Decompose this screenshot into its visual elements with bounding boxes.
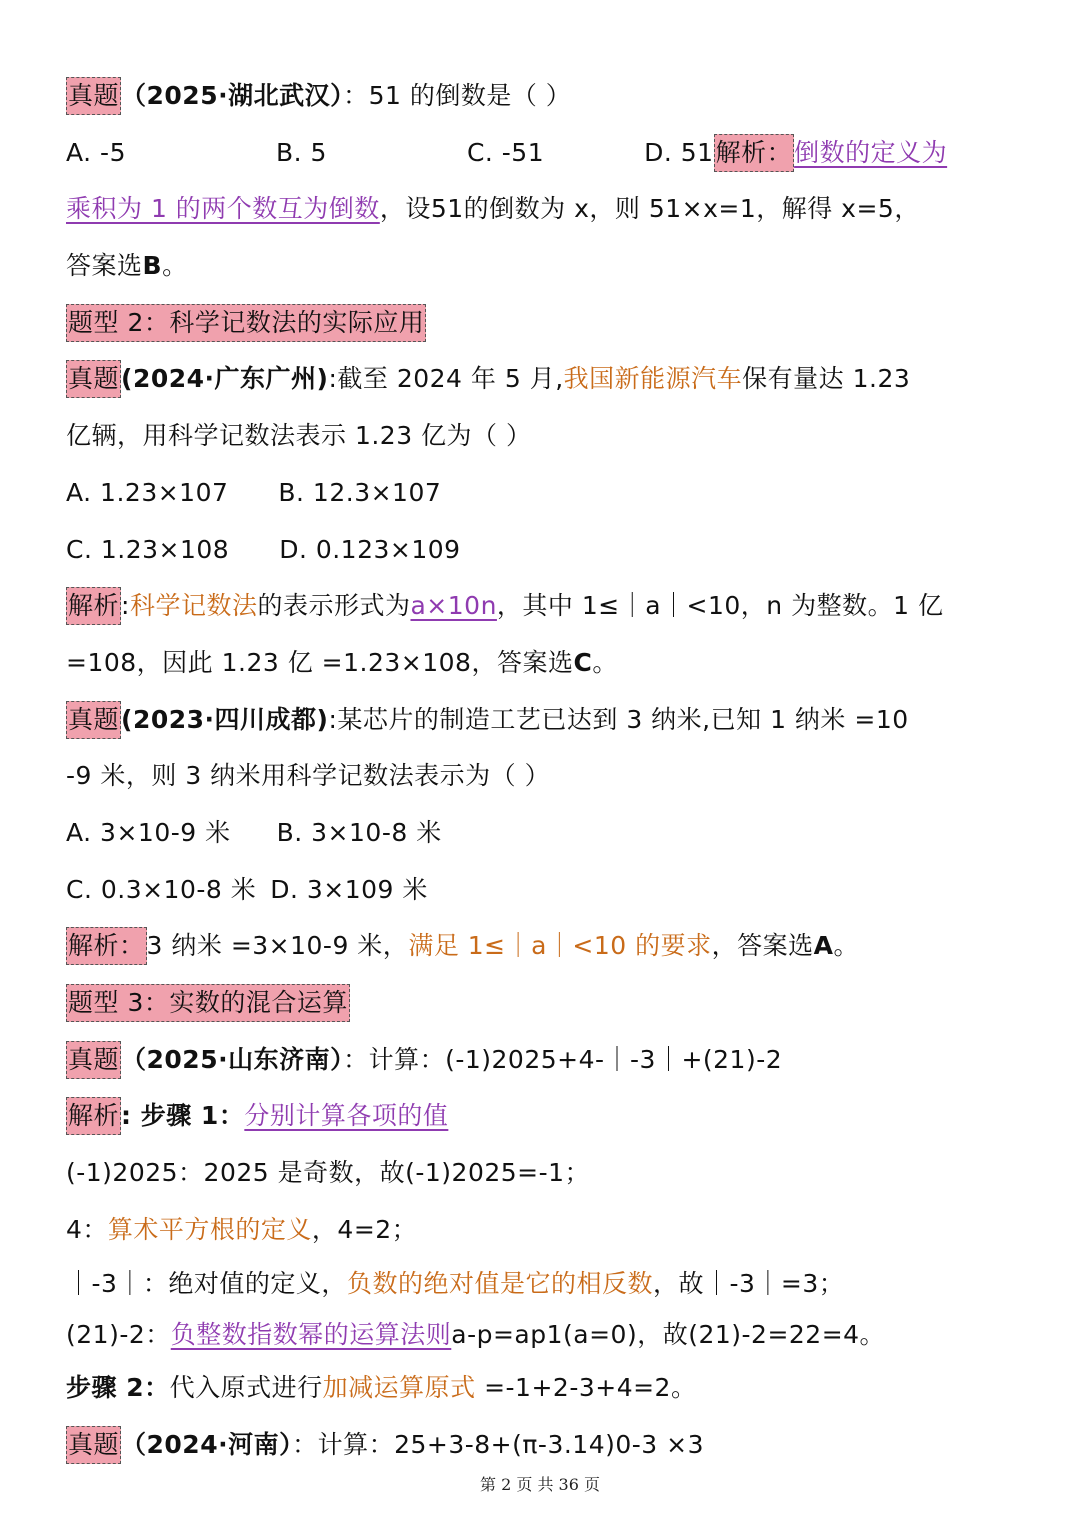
real-question-tag: 真题	[66, 360, 121, 398]
question-stem: :某芯片的制造工艺已达到 3 纳米,已知 1 纳米 =10	[328, 704, 909, 734]
option-d: D. 0.123×109	[279, 534, 461, 564]
analysis-line	[66, 1309, 1018, 1360]
analysis-text: a-p=ap1(a=0)，故(21)-2=22=4。	[451, 1320, 886, 1350]
keyword-highlight: 算术平方根的定义	[107, 1214, 312, 1244]
option-c: C. 1.23×108	[66, 534, 230, 564]
colon: :	[121, 591, 130, 621]
question-2024-henan	[66, 1417, 1018, 1474]
step-highlight: 分别计算各项的值	[244, 1101, 449, 1131]
option-a: A. 3×10-9 米	[66, 817, 231, 847]
keyword-highlight: 满足 1≤｜a｜<10 的要求	[408, 931, 712, 961]
real-question-tag: 真题	[66, 1426, 121, 1464]
analysis-text: ，答案选	[711, 931, 814, 961]
answer-end: 。	[592, 647, 618, 677]
keyword-highlight: 我国新能源汽车	[563, 364, 743, 394]
analysis-line	[66, 181, 1018, 238]
analysis-tag: 解析	[66, 587, 121, 625]
option-b: B. 5	[275, 137, 327, 167]
question-stem: ：计算：(-1)2025+4-｜-3｜+(21)-2	[343, 1044, 783, 1074]
analysis-text: ，4=2；	[311, 1214, 418, 1244]
option-a: A. -5	[66, 137, 126, 167]
section-heading	[66, 295, 1018, 352]
rule-highlight: 负整数指数幂的运算法则	[170, 1320, 452, 1350]
page-number-footer: 第 2 页 共 36 页	[480, 1475, 600, 1494]
answer-end: 。	[162, 251, 188, 281]
analysis-text: =-1+2-3+4=2。	[475, 1373, 697, 1403]
analysis-text: =108，因此 1.23 亿 =1.23×108，答案选	[66, 647, 574, 677]
option-d: D. 51	[644, 137, 714, 167]
keyword-highlight: 科学记数法	[129, 591, 258, 621]
analysis-text: 3 纳米 =3×10-9 米，	[146, 931, 409, 961]
analysis-text: (21)-2：	[66, 1320, 171, 1350]
analysis-tag: 解析	[66, 1097, 121, 1135]
analysis-line	[66, 1360, 1018, 1417]
answer-letter: C	[573, 647, 593, 677]
document-body	[66, 68, 1018, 1474]
definition-highlight: 乘积为 1 的两个数互为倒数	[66, 194, 380, 224]
question-stem-line	[66, 408, 1018, 465]
answer-end: 。	[833, 931, 860, 961]
analysis-text: (-1)2025：2025 是奇数，故(-1)2025=-1；	[66, 1158, 591, 1188]
question-source: (2024·广东广州)	[121, 364, 329, 394]
analysis-line	[66, 1145, 1018, 1202]
question-2025-wuhan	[66, 68, 1018, 125]
question-source: （2024·河南）	[121, 1430, 293, 1460]
analysis-text: ，其中 1≤｜a｜<10，n 为整数。1 亿	[496, 591, 944, 621]
question-type-title: 题型 3：实数的混合运算	[66, 984, 350, 1022]
options-row	[66, 125, 1018, 182]
analysis-line	[66, 1258, 1018, 1309]
option-d: D. 3×109 米	[270, 874, 428, 904]
analysis-text: ，设51的倒数为 x，则 51×x=1，解得 x=5，	[379, 194, 920, 224]
keyword-highlight: 负数的绝对值是它的相反数	[346, 1269, 653, 1299]
analysis-line	[66, 578, 1018, 635]
formula-highlight: a×10n	[410, 591, 497, 621]
question-source: （2025·湖北武汉）	[121, 81, 344, 110]
analysis-text: ｜-3｜：绝对值的定义，	[66, 1269, 347, 1299]
options-row	[66, 805, 1018, 862]
real-question-tag: 真题	[66, 1041, 121, 1079]
question-stem: ：51 的倒数是（ ）	[343, 81, 572, 110]
analysis-line	[66, 635, 1018, 692]
question-stem: :截至 2024 年 5 月,	[328, 364, 564, 394]
question-2024-guangzhou	[66, 351, 1018, 408]
analysis-tag: 解析：	[66, 927, 147, 965]
question-source: （2025·山东济南）	[121, 1044, 344, 1074]
question-2025-jinan	[66, 1032, 1018, 1089]
definition-highlight: 倒数的定义为	[794, 137, 948, 167]
option-a: A. 1.23×107	[66, 477, 229, 507]
real-question-tag: 真题	[66, 77, 121, 115]
question-stem: 亿辆，用科学记数法表示 1.23 亿为（ ）	[66, 421, 532, 451]
step-label: : 步骤 1：	[121, 1101, 245, 1131]
question-2023-chengdu	[66, 692, 1018, 749]
option-b: B. 12.3×107	[278, 477, 442, 507]
question-source: (2023·四川成都)	[121, 704, 329, 734]
analysis-text: 4：	[66, 1214, 108, 1244]
analysis-line	[66, 1202, 1018, 1259]
option-b: B. 3×10-8 米	[276, 817, 442, 847]
real-question-tag: 真题	[66, 701, 121, 739]
options-row	[66, 522, 1018, 579]
keyword-highlight: 加减运算原式	[322, 1373, 476, 1403]
analysis-text: ，故｜-3｜=3；	[652, 1269, 845, 1299]
options-row	[66, 465, 1018, 522]
analysis-text: 的表示形式为	[257, 591, 411, 621]
analysis-tag: 解析：	[714, 134, 795, 172]
question-stem: -9 米，则 3 纳米用科学记数法表示为（ ）	[66, 761, 551, 791]
option-c: C. 0.3×10-8 米	[66, 874, 257, 904]
analysis-text: 代入原式进行	[169, 1373, 323, 1403]
analysis-line	[66, 1088, 1018, 1145]
answer-prefix: 答案选	[66, 251, 143, 281]
step-label: 步骤 2：	[66, 1373, 170, 1403]
answer-letter: A	[813, 931, 834, 961]
option-c: C. -51	[466, 137, 545, 167]
question-stem: 保有量达 1.23	[742, 364, 911, 394]
analysis-line	[66, 918, 1018, 975]
answer-letter: B	[142, 251, 163, 281]
question-stem-line	[66, 748, 1018, 805]
question-stem: ：计算：25+3-8+(π-3.14)0-3 ×3	[292, 1430, 705, 1460]
options-row	[66, 862, 1018, 919]
section-heading	[66, 975, 1018, 1032]
answer-line	[66, 238, 1018, 295]
question-type-title: 题型 2：科学记数法的实际应用	[66, 304, 426, 342]
